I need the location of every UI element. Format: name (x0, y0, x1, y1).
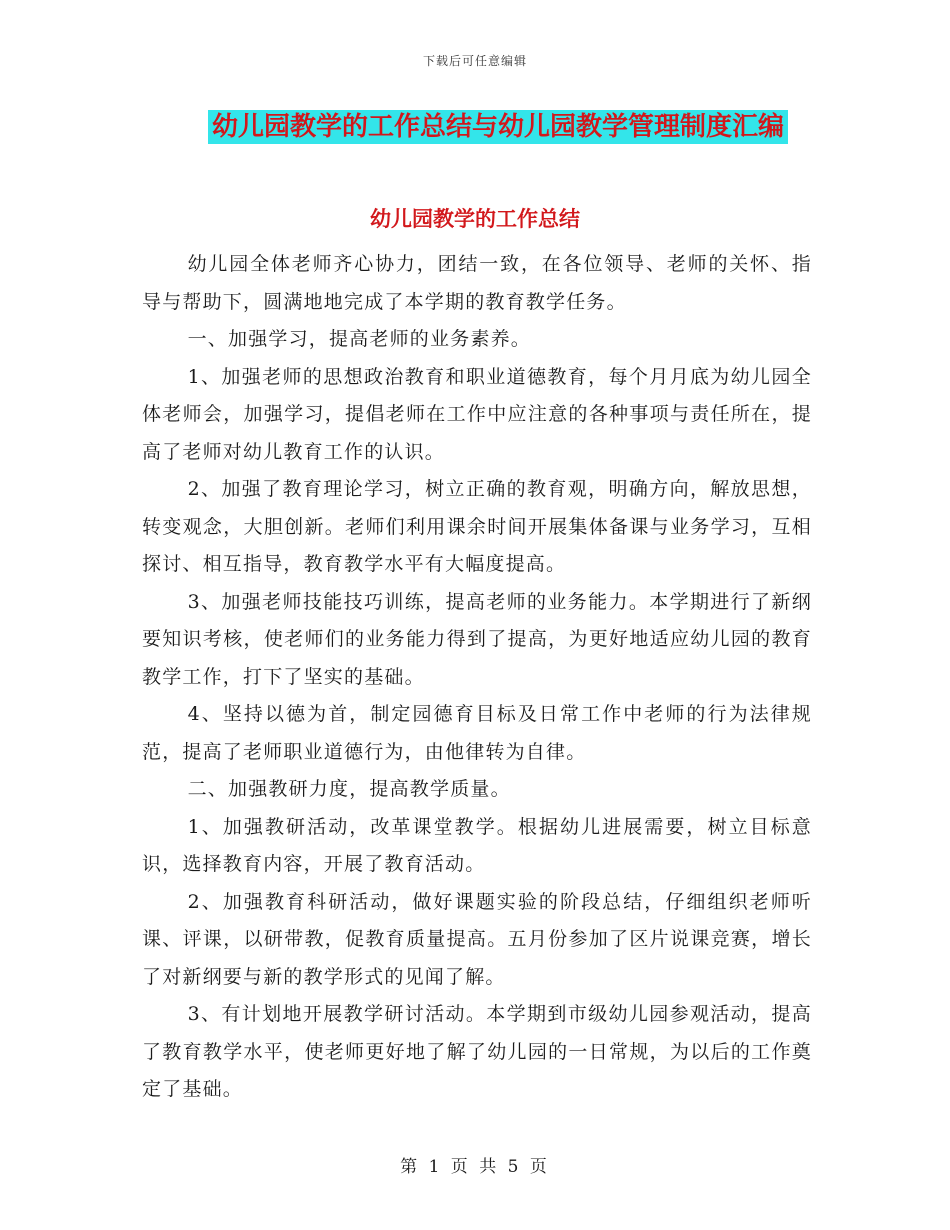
paragraph: 幼儿园全体老师齐心协力，团结一致，在各位领导、老师的关怀、指导与帮助下，圆满地地完成了本学期的教育教学任务。 (142, 253, 812, 313)
paragraph: 2、加强了教育理论学习，树立正确的教育观，明确方向，解放思想，转变观念，大胆创新。老师们利用课余时间开展集体备课与业务学习，互相探讨、相互指导，教育教学水平有大幅度提高。 (142, 478, 812, 575)
document-title-highlight (208, 110, 788, 144)
document-title: 幼儿园教学的工作总结与幼儿园教学管理制度汇编 (211, 112, 784, 142)
document-body (142, 246, 812, 1109)
paragraph: 1、加强老师的思想政治教育和职业道德教育，每个月月底为幼儿园全体老师会，加强学习，提倡老师在工作中应注意的各种事项与责任所在，提高了老师对幼儿教育工作的认识。 (142, 365, 812, 463)
paragraph: 一、加强学习，提高老师的业务素养。 (187, 328, 531, 350)
paragraph: 4、坚持以德为首，制定园德育目标及日常工作中老师的行为法律规范，提高了老师职业道德行为，由他律转为自律。 (142, 703, 812, 763)
paragraph: 二、加强教研力度，提高教学质量。 (187, 778, 511, 800)
header-note: 下载后可任意编辑 (422, 54, 527, 68)
paragraph: 2、加强教育科研活动，做好课题实验的阶段总结，仔细组织老师听课、评课，以研带教，促教育质量提高。五月份参加了区片说课竞赛，增长了对新纲要与新的教学形式的见闻了解。 (142, 890, 812, 988)
paragraph: 3、加强老师技能技巧训练，提高老师的业务能力。本学期进行了新纲要知识考核，使老师们的业务能力得到了提高，为更好地适应幼儿园的教育教学工作，打下了坚实的基础。 (142, 590, 812, 688)
page-footer: 第 1 页 共 5 页 (400, 1157, 550, 1177)
paragraph: 3、有计划地开展教学研讨活动。本学期到市级幼儿园参观活动，提高了教育教学水平，使老师更好地了解了幼儿园的一日常规，为以后的工作奠定了基础。 (142, 1003, 812, 1100)
paragraph: 1、加强教研活动，改革课堂教学。根据幼儿进展需要，树立目标意识，选择教育内容，开展了教育活动。 (142, 815, 812, 875)
section-title: 幼儿园教学的工作总结 (370, 207, 580, 231)
